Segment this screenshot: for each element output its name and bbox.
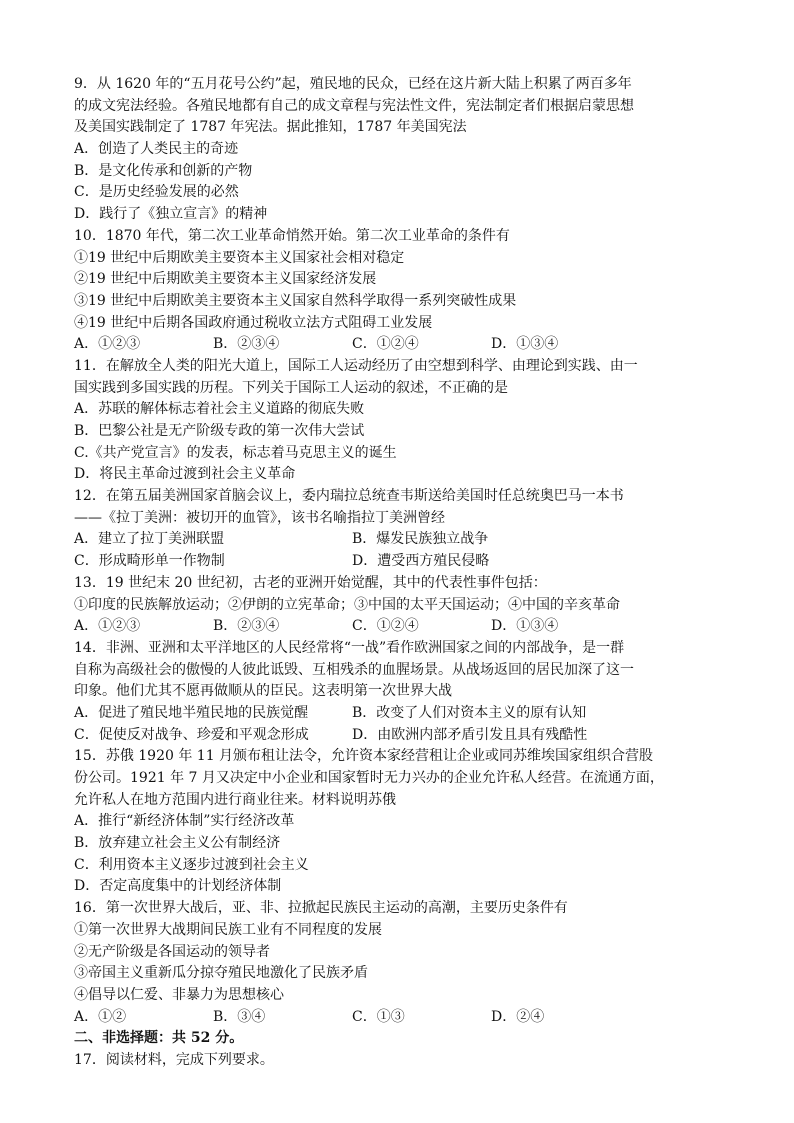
options-row [74,703,734,725]
question-stem-line: 15．苏俄 1920 年 11 月颁布租让法令，允许资本家经营租让企业或同苏维埃国家组织合营股 [74,748,654,765]
section-heading: 二、非选择题：共 52 分。 [74,1030,244,1047]
question-stem-line: 9．从 1620 年的“五月花号公约”起，殖民地的民众，已经在这片新大陆上积累了两百多年 [74,76,632,92]
question-stem-line: 14．非洲、亚洲和太平洋地区的人民经常将“一战”看作欧洲国家之间的内部战争，是一群 [74,639,625,656]
options-row [74,725,734,747]
question-stem-line: 的成文宪法经验。各殖民地都有自己的成文章程与宪法性文件，宪法制定者们根据启蒙思想 [74,97,634,114]
question-stem-line: 自称为高级社会的傲慢的人彼此诋毁、互相残杀的血腥场景。从战场返回的居民加深了这一 [74,661,634,678]
question-stem-line: ——《拉丁美洲：被切开的血管》，该书名喻指拉丁美洲曾经 [74,509,445,526]
option-b: B．改变了人们对资本主义的原有认知 [352,704,587,721]
option-d: D．①③④ [491,618,559,635]
statement-item: ①印度的民族解放运动；②伊朗的立宪革命；③中国的太平天国运动；④中国的辛亥革命 [74,596,620,613]
option-b: B．②③④ [213,336,280,353]
option-d: D．①③④ [491,336,559,353]
option-d: D．践行了《独立宣言》的精神 [74,206,268,223]
statement-item: ④19 世纪中后期各国政府通过税收立法方式阻碍工业发展 [74,314,433,331]
option-d: D．遭受西方殖民侵略 [352,553,490,570]
option-b: B．放弃建立社会主义公有制经济 [74,835,281,852]
options-row [74,1007,734,1029]
question-10 [74,226,734,356]
option-a: A．建立了拉丁美洲联盟 [74,531,225,548]
option-a: A．①② [74,1008,127,1025]
question-stem-line: 印象。他们尤其不愿再做顺从的臣民。这表明第一次世界大战 [74,683,452,700]
options-row [74,616,734,638]
option-a: A．创造了人类民主的奇迹 [74,141,239,158]
option-a: A．苏联的解体标志着社会主义道路的彻底失败 [74,401,365,418]
question-12 [74,486,734,573]
statement-item: ③19 世纪中后期欧美主要资本主义国家自然科学取得一系列突破性成果 [74,292,517,309]
option-b: B．爆发民族独立战争 [352,531,489,548]
option-d: D．将民主革命过渡到社会主义革命 [74,466,296,483]
statement-item: ①19 世纪中后期欧美主要资本主义国家社会相对稳定 [74,249,405,266]
question-stem-line: 允许私人在地方范围内进行商业往来。材料说明苏俄 [74,791,396,808]
question-9 [74,74,734,226]
statement-item: ②无产阶级是各国运动的领导者 [74,943,270,960]
option-c: C．①②④ [352,336,419,353]
question-stem-line: 国实践到多国实践的历程。下列关于国际工人运动的叙述，不正确的是 [74,379,508,396]
question-16 [74,898,734,1028]
question-11 [74,356,734,486]
question-stem-line: 13．19 世纪末 20 世纪初，古老的亚洲开始觉醒，其中的代表性事件包括： [74,574,547,591]
option-c: C．形成畸形单一作物制 [74,553,225,570]
question-13 [74,573,734,638]
option-c: C．①③ [352,1008,405,1025]
question-stem-line: 10．1870 年代，第二次工业革命悄然开始。第二次工业革命的条件有 [74,227,510,244]
option-d: D．②④ [491,1008,545,1025]
question-stem-line: 12．在第五届美洲国家首脑会议上，委内瑞拉总统查韦斯送给美国时任总统奥巴马一本书 [74,488,624,505]
option-c: C.《共产党宣言》的发表，标志着马克思主义的诞生 [74,444,397,461]
options-row [74,334,734,356]
question-stem-line: 16．第一次世界大战后，亚、非、拉掀起民族民主运动的高潮，主要历史条件有 [74,900,568,917]
option-c: C．促使反对战争、珍爱和平观念形成 [74,726,309,743]
statement-item: ②19 世纪中后期欧美主要资本主义国家经济发展 [74,271,377,288]
options-row [74,529,734,551]
question-stem-line: 份公司。1921 年 7 月又决定中小企业和国家暂时无力兴办的企业允许私人经营。在流通方面， [74,770,664,786]
option-a: A．促进了殖民地半殖民地的民族觉醒 [74,704,309,721]
option-a: A．推行“新经济体制”实行经济改革 [74,813,295,830]
statement-item: ④倡导以仁爱、非暴力为思想核心 [74,986,284,1003]
option-a: A．①②③ [74,336,141,353]
option-d: D．由欧洲内部矛盾引发且具有残酷性 [352,726,588,743]
question-stem-line: 11．在解放全人类的阳光大道上，国际工人运动经历了由空想到科学、由理论到实践、由一 [74,357,638,374]
option-b: B．是文化传承和创新的产物 [74,162,253,179]
option-c: C．①②④ [352,618,419,635]
option-b: B．②③④ [213,618,280,635]
option-b: B．③④ [213,1008,266,1025]
statement-item: ①第一次世界大战期间民族工业有不同程度的发展 [74,921,382,938]
question-15 [74,746,734,898]
option-c: C．是历史经验发展的必然 [74,184,239,201]
statement-item: ③帝国主义重新瓜分掠夺殖民地激化了民族矛盾 [74,965,368,982]
options-row [74,551,734,573]
option-b: B．巴黎公社是无产阶级专政的第一次伟大尝试 [74,423,365,439]
option-a: A．①②③ [74,618,141,635]
option-c: C．利用资本主义逐步过渡到社会主义 [74,856,309,873]
question-17: 17．阅读材料，完成下列要求。 [74,1051,274,1068]
option-d: D．否定高度集中的计划经济体制 [74,878,282,895]
question-14 [74,638,734,746]
question-stem-line: 及美国实践制定了 1787 年宪法。据此推知，1787 年美国宪法 [74,119,467,136]
